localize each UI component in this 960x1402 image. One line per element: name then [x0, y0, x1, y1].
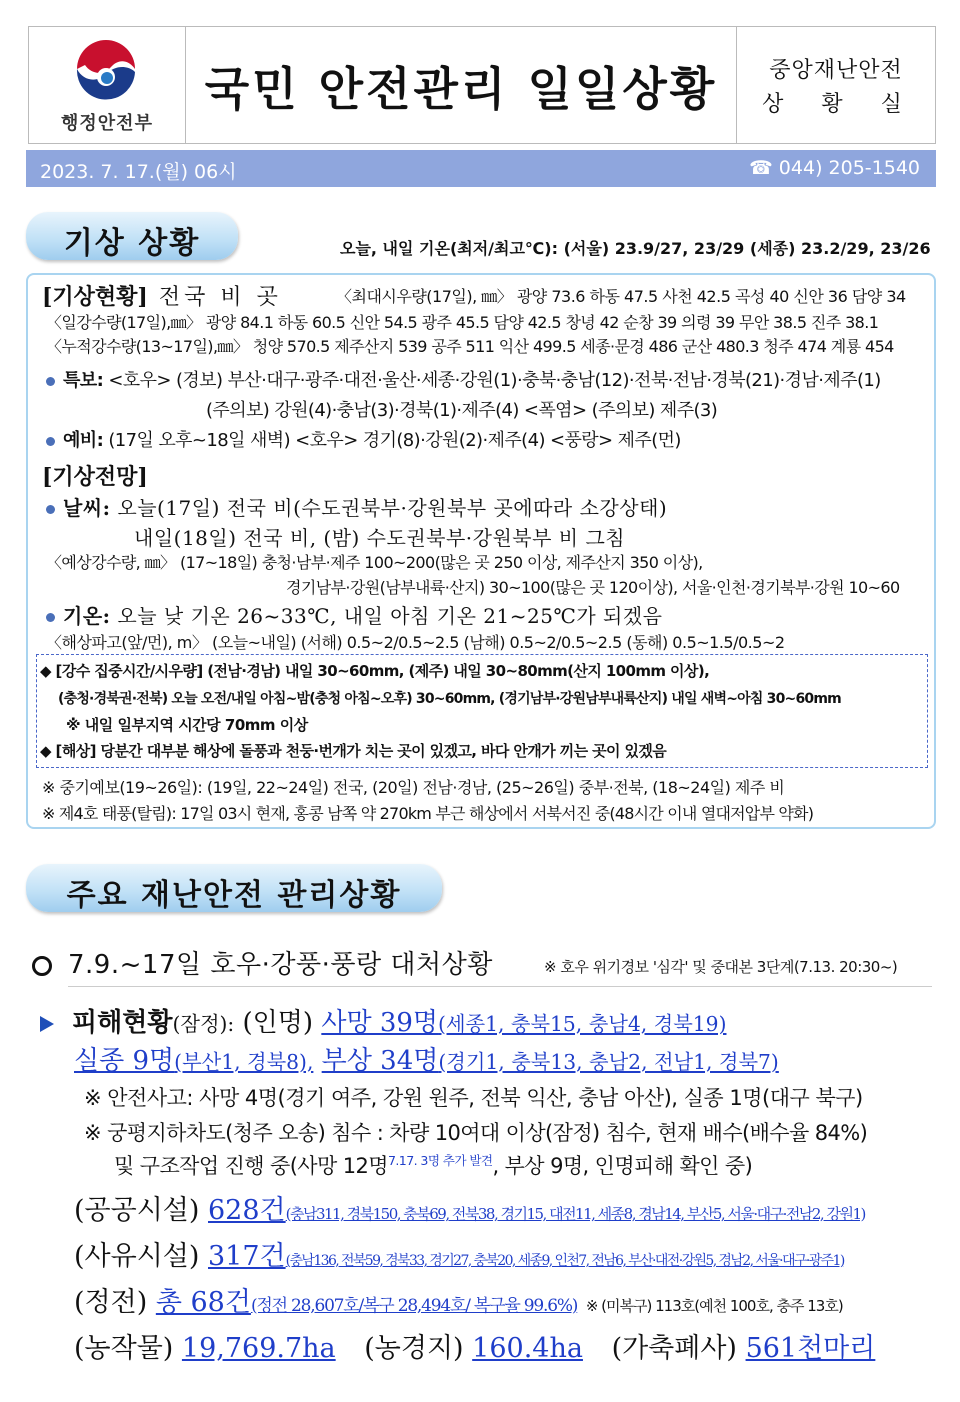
highlight-line-1: ◆ [강수 집중시간/시우량] (전남·경남) 내일 30~60mm, (제주) 내일 30~80mm(산지 100mm 이상),	[40, 662, 710, 680]
office-name-line1: 중앙재난안전	[769, 58, 903, 83]
deaths-detail: (세종1, 충북15, 충남4, 경북19)	[438, 1012, 727, 1036]
response-subheading-text: 7.9.~17일 호우·강풍·풍랑 대처상황	[68, 950, 493, 980]
sky-today-line	[46, 492, 667, 521]
bullet-icon	[46, 437, 55, 446]
weather-status-text: 전국 비 곳	[147, 285, 282, 310]
sky-today-text: 오늘(17일) 전국 비(수도권북부·강원북부 곳에따라 소강상태)	[117, 496, 668, 520]
office-cell	[737, 27, 935, 143]
weather-section-title: 기상 상황	[63, 226, 201, 261]
weather-warning-line1	[46, 366, 881, 392]
wave-height-line: 〈해상파고(앞/먼), m〉 (오늘~내일) (서해) 0.5~2/0.5~2.5 (남해) 0.5~2/0.5~2.5 (동해) 0.5~1.5/0.5~2	[46, 633, 785, 652]
weather-section-header	[26, 212, 238, 260]
human-damage-label: (인명)	[242, 1008, 314, 1038]
max-hourly-rain: 〈최대시우량(17일), ㎜〉 광양 73.6 하동 47.5 사천 42.5 곡성 40 신안 36 담양 34	[336, 287, 906, 306]
missing-count: 실종 9명	[74, 1046, 175, 1076]
report-date: 2023. 7. 17.(월) 06시	[40, 161, 237, 183]
prewarning-label: 예비:	[63, 430, 104, 451]
weather-warning-line2: (주의보) 강원(4)·충남(3)·경북(1)·제주(4) <폭염> (주의보) 제주(3)	[206, 400, 718, 421]
contact-phone: ☎ 044) 205-1540	[749, 157, 920, 179]
private-facility-count: 317건	[208, 1241, 286, 1272]
public-facility-detail: (충남311, 경북150, 충북69, 전북38, 경기15, 대전11, 세종8, 경남14, 부산5, 서울·대구·전남2, 강원1)	[285, 1205, 865, 1223]
public-facility-label: (공공시설)	[74, 1195, 200, 1226]
forecast-heading: [기상전망]	[42, 464, 148, 490]
government-emblem-icon	[73, 39, 139, 105]
disaster-section-title: 주요 재난안전 관리상황	[66, 878, 402, 913]
agriculture-line	[74, 1326, 875, 1365]
circle-bullet-icon	[32, 956, 52, 976]
section-divider	[68, 986, 932, 987]
underpass-note-superscript: 7.17. 3명 추가 발견	[387, 1153, 493, 1168]
prewarning-text: (17일 오후~18일 새벽) <호우> 경기(8)·강원(2)·제주(4) <풍랑> 제주(먼)	[108, 430, 681, 451]
ministry-name: 행정안전부	[61, 113, 153, 134]
crop-value: 19,769.7ha	[181, 1333, 336, 1364]
cumulative-rain: 〈누적강수량(13~17일),㎜〉 청양 570.5 제주산지 539 공주 511 익산 499.5 세종·문경 486 군산 480.3 청주 474 계룡 454	[46, 337, 894, 356]
rain-forecast-line2: 경기남부·강원(남부내륙·산지) 30~100(많은 곳 120이상), 서울·인천·경기북부·강원 10~60	[286, 578, 900, 597]
power-outage-label: (정전)	[74, 1287, 148, 1318]
temperature-forecast-text: 오늘 낮 기온 26~33℃, 내일 아침 기온 21~25℃가 되겠음	[117, 604, 663, 628]
power-outage-line	[74, 1280, 843, 1319]
livestock-label: (가축폐사)	[611, 1333, 737, 1364]
power-outage-note: ※ (미복구) 113호(예천 100호, 충주 13호)	[585, 1297, 843, 1315]
temperature-label: 기온:	[63, 604, 111, 628]
temperature-forecast-line	[46, 600, 662, 629]
document-header	[28, 26, 936, 144]
safety-accident-note: ※ 안전사고: 사망 4명(경기 여주, 강원 원주, 전북 익산, 충남 아산), 실종 1명(대구 북구)	[84, 1086, 863, 1110]
highlight-line-4: ◆ [해상] 당분간 대부분 해상에 돌풍과 천둥·번개가 치는 곳이 있겠고, 바다 안개가 끼는 곳이 있겠음	[40, 742, 667, 760]
underpass-note-line1: ※ 궁평지하차도(청주 오송) 침수 : 차량 10여대 이상(잠정) 침수, 현재 배수(배수율 84%)	[84, 1121, 868, 1145]
triangle-bullet-icon	[40, 1016, 54, 1032]
warning-label: 특보:	[63, 370, 104, 391]
damage-status-line	[40, 1002, 726, 1039]
response-subheading	[32, 944, 493, 981]
disaster-section-header	[26, 864, 442, 912]
public-facility-count: 628건	[208, 1195, 286, 1226]
public-facility-line	[74, 1188, 865, 1227]
deaths-count: 사망 39명	[321, 1008, 439, 1038]
bullet-icon	[46, 613, 55, 622]
power-outage-count: 총 68건	[155, 1287, 251, 1318]
bullet-icon	[46, 505, 55, 514]
typhoon-info: ※ 제4호 태풍(탈림): 17일 03시 현재, 홍콩 남쪽 약 270km 부근 해상에서 서북서진 중(48시간 이내 열대저압부 약화)	[42, 804, 814, 823]
injured-detail: (경기1, 충북13, 충남2, 전남1, 경북7)	[438, 1050, 779, 1074]
farmland-label: (농경지)	[364, 1333, 464, 1364]
warning-text-1: <호우> (경보) 부산·대구·광주·대전·울산·세종·강원(1)·충북·충남(12)·전북·전남·경북(21)·경남·제주(1)	[108, 370, 881, 391]
highlight-line-3: ※ 내일 일부지역 시간당 70mm 이상	[66, 716, 308, 734]
damage-status-label: 피해현황	[72, 1008, 173, 1038]
injured-count: 부상 34명	[321, 1046, 439, 1076]
underpass-note-end: , 부상 9명, 인명피해 확인 중)	[492, 1154, 753, 1178]
ministry-logo-cell	[29, 27, 186, 143]
weather-prewarning-line	[46, 426, 681, 452]
highlight-line-2: (충청·경북권·전북) 오늘 오전/내일 아침~밤(충청 아침~오후) 30~60mm, (경기남부·강원남부내륙산지) 내일 새벽~아침 30~60mm	[58, 691, 841, 707]
underpass-note-text: 및 구조작업 진행 중(사망 12명	[114, 1154, 388, 1178]
bullet-icon	[46, 377, 55, 386]
midterm-forecast: ※ 중기예보(19~26일): (19일, 22~24일) 전국, (20일) 전남·경남, (25~26일) 중부·전북, (18~24일) 제주 비	[42, 778, 785, 797]
office-name-line2: 상 황 실	[762, 92, 910, 117]
weather-status-line	[42, 280, 282, 311]
rain-forecast-line1: 〈예상강수량, ㎜〉 (17~18일) 충청·남부·제주 100~200(많은 곳 250 이상, 제주산지 350 이상),	[46, 553, 703, 572]
underpass-note-line2	[114, 1150, 752, 1180]
date-bar	[26, 150, 936, 187]
title-cell	[186, 27, 737, 143]
sky-label: 날씨:	[63, 496, 111, 520]
damage-status-note: (잠정):	[172, 1012, 235, 1036]
private-facility-label: (사유시설)	[74, 1241, 200, 1272]
livestock-value: 561천마리	[745, 1333, 876, 1364]
power-outage-detail: (정전 28,607호/복구 28,494호/ 복구율 99.6%)	[250, 1296, 578, 1316]
crisis-level-note: ※ 호우 위기경보 '심각' 및 중대본 3단계(7.13. 20:30~)	[544, 958, 898, 976]
missing-injured-line	[74, 1040, 779, 1077]
crop-label: (농작물)	[74, 1333, 174, 1364]
weather-status-heading: [기상현황]	[42, 284, 148, 310]
farmland-value: 160.4ha	[472, 1333, 583, 1364]
private-facility-line	[74, 1234, 844, 1273]
document-title: 국민 안전관리 일일상황	[204, 62, 718, 116]
daily-rain: 〈일강수량(17일),㎜〉 광양 84.1 하동 60.5 신안 54.5 광주 45.5 담양 42.5 창녕 42 순창 39 의령 39 무안 38.5 진주 38.1	[46, 313, 879, 332]
missing-detail: (부산1, 경북8),	[174, 1050, 314, 1074]
private-facility-detail: (충남136, 전북59, 경북33, 경기27, 충북20, 세종9, 인천7, 전남6, 부산·대전·강원5, 경남2, 서울·대구·광주1)	[285, 1253, 844, 1269]
temperature-summary: 오늘, 내일 기온(최저/최고℃): (서울) 23.9/27, 23/29 (세종) 23.2/29, 23/26	[340, 239, 931, 258]
sky-tomorrow-line: 내일(18일) 전국 비, (밤) 수도권북부·강원북부 비 그침	[134, 526, 626, 550]
